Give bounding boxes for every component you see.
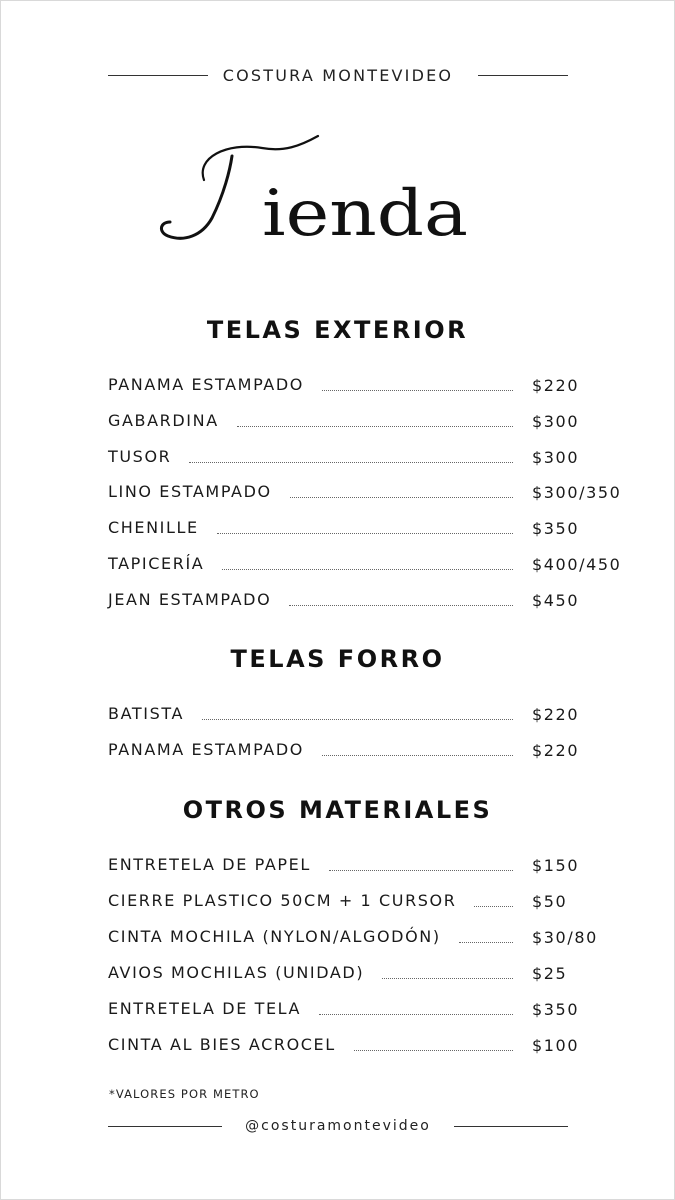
item-price: $30/80 (532, 927, 598, 947)
item-name: CHENILLE (108, 518, 199, 538)
price-row (0, 855, 675, 877)
social-handle: @costuramontevideo (245, 1118, 431, 1134)
brand-divider-right (478, 75, 568, 76)
price-row (0, 999, 675, 1021)
item-name: GABARDINA (108, 410, 219, 430)
price-row (0, 963, 675, 985)
price-row (0, 375, 675, 397)
price-row (0, 891, 675, 913)
item-name: AVIOS MOCHILAS (UNIDAD) (108, 962, 365, 982)
item-price: $350 (532, 519, 580, 539)
title-script (0, 118, 675, 258)
item-price: $100 (532, 1035, 580, 1055)
item-name: PANAMA ESTAMPADO (108, 740, 304, 759)
item-price: $350 (532, 999, 580, 1019)
item-name: CINTA AL BIES ACROCEL (108, 1034, 336, 1054)
item-name: CIERRE PLASTICO 50CM + 1 CURSOR (108, 890, 457, 910)
dot-leader (322, 390, 513, 391)
section-title: TELAS FORRO (230, 645, 445, 673)
price-row (0, 704, 675, 726)
item-price: $220 (532, 705, 580, 724)
item-price: $50 (532, 891, 568, 911)
price-row (0, 590, 675, 612)
dot-leader (319, 1014, 513, 1015)
item-price: $300 (532, 447, 580, 467)
item-price: $220 (532, 741, 580, 760)
dot-leader (322, 755, 513, 756)
item-price: $25 (532, 963, 568, 983)
item-name: ENTRETELA DE TELA (108, 998, 302, 1018)
price-row (0, 927, 675, 949)
section-title: OTROS MATERIALES (182, 796, 493, 824)
item-price: $220 (532, 376, 580, 395)
dot-leader (382, 978, 513, 979)
dot-leader (329, 870, 513, 871)
item-name: BATISTA (108, 704, 185, 723)
item-name: TUSOR (108, 446, 172, 466)
price-row (0, 1035, 675, 1057)
dot-leader (289, 605, 513, 606)
price-row (0, 447, 675, 469)
brand-name: COSTURA MONTEVIDEO (222, 66, 454, 85)
section-title: TELAS EXTERIOR (206, 316, 469, 344)
price-row (0, 411, 675, 433)
item-name: LINO ESTAMPADO (108, 482, 272, 502)
item-price: $150 (532, 856, 580, 875)
dot-leader (222, 569, 513, 570)
price-row (0, 554, 675, 576)
price-row (0, 518, 675, 540)
dot-leader (189, 462, 513, 463)
item-name: PANAMA ESTAMPADO (108, 375, 304, 394)
price-row (0, 740, 675, 762)
price-row (0, 482, 675, 504)
dot-leader (474, 906, 513, 907)
item-name: TAPICERÍA (108, 554, 205, 573)
dot-leader (354, 1050, 513, 1051)
item-name: JEAN ESTAMPADO (108, 589, 272, 609)
page-title (0, 118, 675, 258)
item-price: $450 (532, 590, 580, 610)
dot-leader (459, 942, 513, 943)
dot-leader (202, 719, 513, 720)
item-price: $400/450 (532, 555, 622, 574)
footer-divider-right (454, 1126, 568, 1127)
item-price: $300 (532, 411, 580, 431)
brand-header (108, 62, 568, 88)
item-price: $300/350 (532, 483, 622, 503)
dot-leader (237, 426, 513, 427)
footer (108, 1116, 568, 1138)
item-name: CINTA MOCHILA (NYLON/ALGODÓN) (108, 926, 441, 946)
item-name: ENTRETELA DE PAPEL (108, 855, 311, 874)
dot-leader (217, 533, 513, 534)
price-note: *VALORES POR METRO (109, 1087, 260, 1101)
title-rest-letters: ienda (262, 177, 468, 251)
dot-leader (290, 497, 513, 498)
